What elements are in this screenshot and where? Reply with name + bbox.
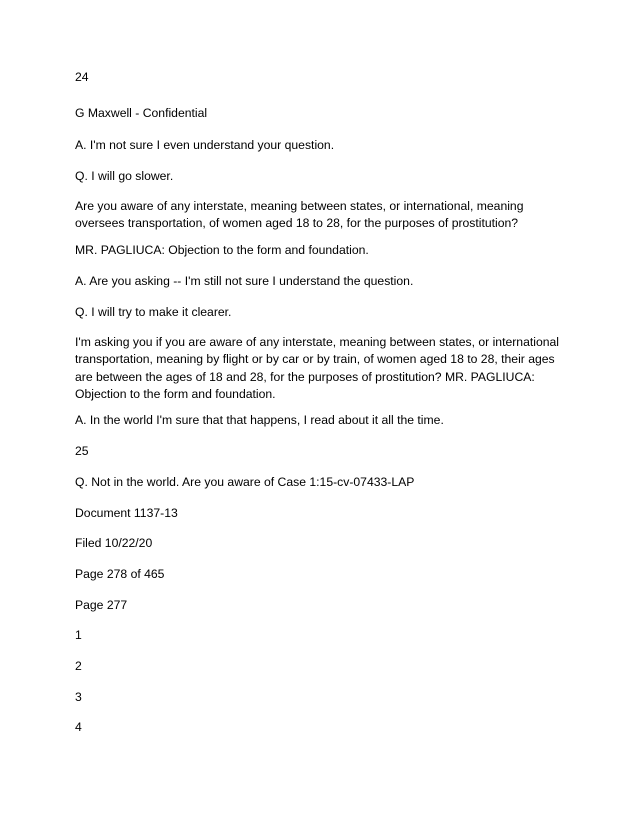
transcript-question: Q. I will try to make it clearer. bbox=[75, 305, 232, 319]
line-number: 1 bbox=[75, 628, 82, 642]
page-label: Page 277 bbox=[75, 598, 128, 612]
page-count: Page 278 of 465 bbox=[75, 567, 165, 581]
transcript-question-text: I'm asking you if you are aware of any interstate, meaning between states, or international transportation, meaning by flight or by car or by train, of women aged 18 to 28, their ages are between the ages of 18 and 28, for the purposes of prostitution? MR. PAGLIUCA: Objection to the form and foundation. bbox=[75, 335, 560, 402]
transcript-question: Q. I will go slower. bbox=[75, 169, 174, 183]
page-number-25: 25 bbox=[75, 444, 89, 458]
transcript-answer: A. I'm not sure I even understand your question. bbox=[75, 138, 335, 152]
transcript-objection: MR. PAGLIUCA: Objection to the form and foundation. bbox=[75, 243, 369, 257]
transcript-answer: A. In the world I'm sure that that happens, I read about it all the time. bbox=[75, 413, 444, 427]
page-number-24: 24 bbox=[75, 70, 89, 84]
transcript-question-text: Are you aware of any interstate, meaning between states, or international, meaning oversees transportation, of women aged 18 to 28, for the purposes of prostitution? bbox=[75, 199, 524, 231]
line-number: 3 bbox=[75, 690, 82, 704]
confidential-header: G Maxwell - Confidential bbox=[75, 106, 208, 120]
document-number: Document 1137-13 bbox=[75, 506, 178, 520]
filed-date: Filed 10/22/20 bbox=[75, 536, 153, 550]
line-number: 2 bbox=[75, 659, 82, 673]
line-number: 4 bbox=[75, 720, 82, 734]
transcript-answer: A. Are you asking -- I'm still not sure I understand the question. bbox=[75, 274, 414, 288]
transcript-question: Q. Not in the world. Are you aware of Case 1:15-cv-07433-LAP bbox=[75, 475, 415, 489]
